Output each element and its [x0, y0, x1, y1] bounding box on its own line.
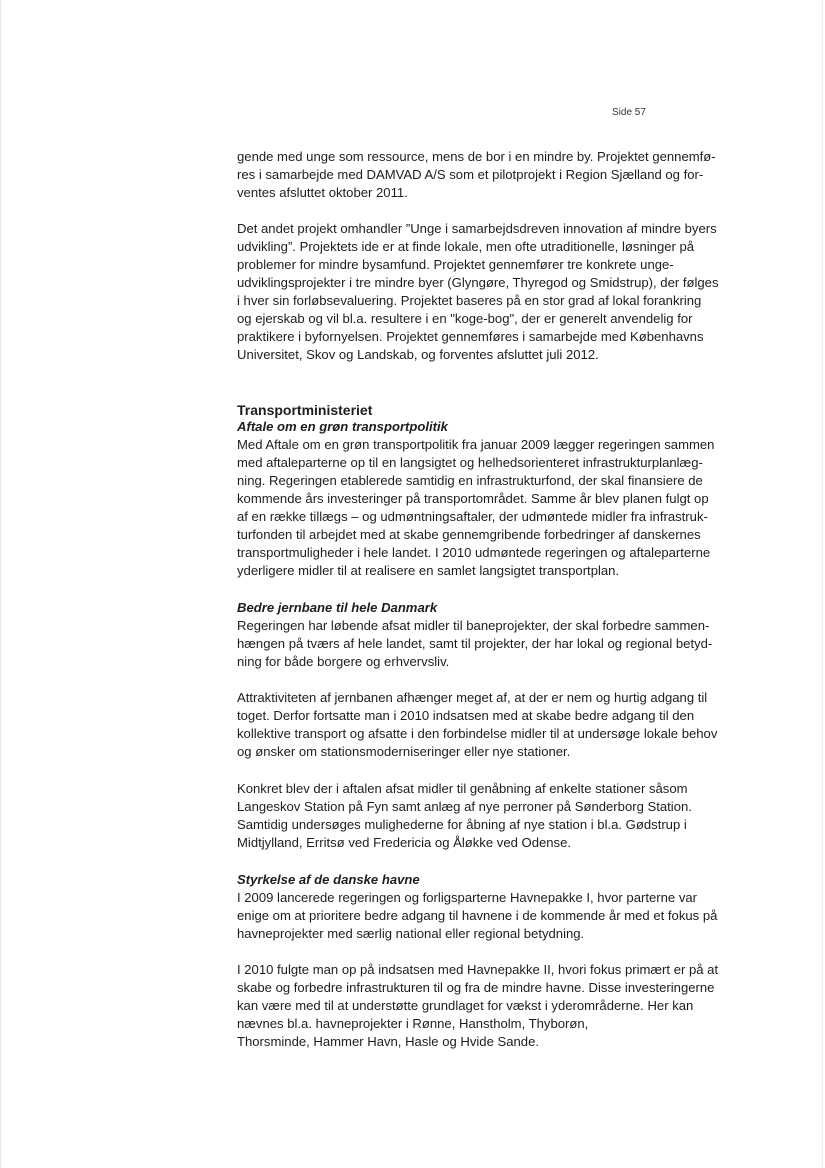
- paragraph-intro-continuation: [237, 148, 752, 202]
- text-line: udviklingsprojekter i tre mindre byer (Glyngøre, Thyregod og Smidstrup), der følges: [237, 275, 719, 290]
- text-line: og ejerskab og vil bl.a. resultere i en "koge-bog", der er generelt anvendelig for: [237, 311, 693, 326]
- text-line: yderligere midler til at realisere en samlet langsigtet transportplan.: [237, 563, 620, 578]
- text-line: Thorsminde, Hammer Havn, Hasle og Hvide Sande.: [237, 1034, 540, 1049]
- paragraph-green-transport: [237, 436, 752, 580]
- text-line: res i samarbejde med DAMVAD A/S som et pilotprojekt i Region Sjælland og for-: [237, 167, 704, 182]
- text-line: i hver sin forløbsevaluering. Projektet baseres på en stor grad af lokal forankring: [237, 293, 702, 308]
- text-line: Universitet, Skov og Landskab, og forventes afsluttet juli 2012.: [237, 347, 599, 362]
- text-line: skabe og forbedre infrastrukturen til og fra de mindre havne. Disse investeringerne: [237, 980, 715, 995]
- text-line: af en række tillægs – og udmøntningsaftaler, der udmøntede midler fra infrastruk-: [237, 509, 708, 524]
- text-line: kommende års investeringer på transportområdet. Samme år blev planen fulgt op: [237, 491, 709, 506]
- subheading-railway: Bedre jernbane til hele Danmark: [237, 600, 438, 615]
- section-heading: Transportministeriet: [237, 402, 373, 418]
- text-line: praktikere i byfornyelsen. Projektet gennemføres i samarbejde med Københavns: [237, 329, 704, 344]
- text-line: problemer for mindre bysamfund. Projektet gennemfører tre konkrete unge-: [237, 257, 674, 272]
- text-line: transportmuligheder i hele landet. I 2010 udmøntede regeringen og aftaleparterne: [237, 545, 711, 560]
- text-line: Samtidig undersøges mulighederne for åbning af nye station i bl.a. Gødstrup i: [237, 817, 687, 832]
- text-line: og ønsker om stationsmoderniseringer eller nye stationer.: [237, 744, 571, 759]
- text-line: Det andet projekt omhandler ”Unge i samarbejdsdreven innovation af mindre byers: [237, 221, 717, 236]
- text-line: Midtjylland, Erritsø ved Fredericia og Åløkke ved Odense.: [237, 835, 572, 850]
- text-line: Konkret blev der i aftalen afsat midler til genåbning af enkelte stationer såsom: [237, 781, 688, 796]
- paragraph-second-project: [237, 220, 752, 364]
- subheading-green-transport: Aftale om en grøn transportpolitik: [237, 419, 448, 434]
- text-line: Med Aftale om en grøn transportpolitik fra januar 2009 lægger regeringen sammen: [237, 437, 715, 452]
- text-line: Attraktiviteten af jernbanen afhænger meget af, at der er nem og hurtig adgang til: [237, 690, 708, 705]
- text-line: I 2010 fulgte man op på indsatsen med Havnepakke II, hvori fokus primært er på at: [237, 962, 719, 977]
- subheading-harbours: Styrkelse af de danske havne: [237, 872, 420, 887]
- text-line: ning. Regeringen etablerede samtidig en infrastrukturfond, der skal finansiere de: [237, 473, 703, 488]
- text-line: kan være med til at understøtte grundlaget for vækst i yderområderne. Her kan: [237, 998, 694, 1013]
- text-line: hængen på tværs af hele landet, samt til projekter, der har lokal og regional betyd-: [237, 636, 713, 651]
- paragraph-railway-attractiveness: [237, 689, 752, 761]
- text-line: havneprojekter med særlig national eller regional betydning.: [237, 926, 585, 941]
- text-line: toget. Derfor fortsatte man i 2010 indsatsen med at skabe bedre adgang til den: [237, 708, 695, 723]
- text-line: ning for både borgere og erhvervsliv.: [237, 654, 450, 669]
- scan-edge-left: [0, 0, 1, 1168]
- text-line: nævnes bl.a. havneprojekter i Rønne, Hanstholm, Thyborøn,: [237, 1016, 589, 1031]
- text-line: gende med unge som ressource, mens de bor i en mindre by. Projektet gennemfø-: [237, 149, 716, 164]
- paragraph-harbour-package-2: [237, 961, 752, 1051]
- text-line: I 2009 lancerede regeringen og forligsparterne Havnepakke I, hvor parterne var: [237, 890, 698, 905]
- text-line: Regeringen har løbende afsat midler til baneprojekter, der skal forbedre sammen-: [237, 618, 710, 633]
- text-line: udvikling”. Projektets ide er at finde lokale, men ofte utraditionelle, løsninger på: [237, 239, 695, 254]
- paragraph-harbour-package-1: [237, 889, 752, 943]
- text-line: turfonden til arbejdet med at skabe gennemgribende forbedringer af danskernes: [237, 527, 701, 542]
- text-line: kollektive transport og afsatte i den forbindelse midler til at undersøge lokale behov: [237, 726, 718, 741]
- scan-edge-right: [822, 0, 823, 1168]
- text-line: Langeskov Station på Fyn samt anlæg af nye perroner på Sønderborg Station.: [237, 799, 692, 814]
- text-line: enige om at prioritere bedre adgang til havnene i de kommende år med et fokus på: [237, 908, 718, 923]
- text-line: ventes afsluttet oktober 2011.: [237, 185, 408, 200]
- text-line: med aftaleparterne op til en langsigtet og helhedsorienteret infrastrukturplanlæg-: [237, 455, 703, 470]
- page-number: Side 57: [612, 107, 646, 118]
- paragraph-railway: [237, 617, 752, 671]
- paragraph-stations: [237, 780, 752, 852]
